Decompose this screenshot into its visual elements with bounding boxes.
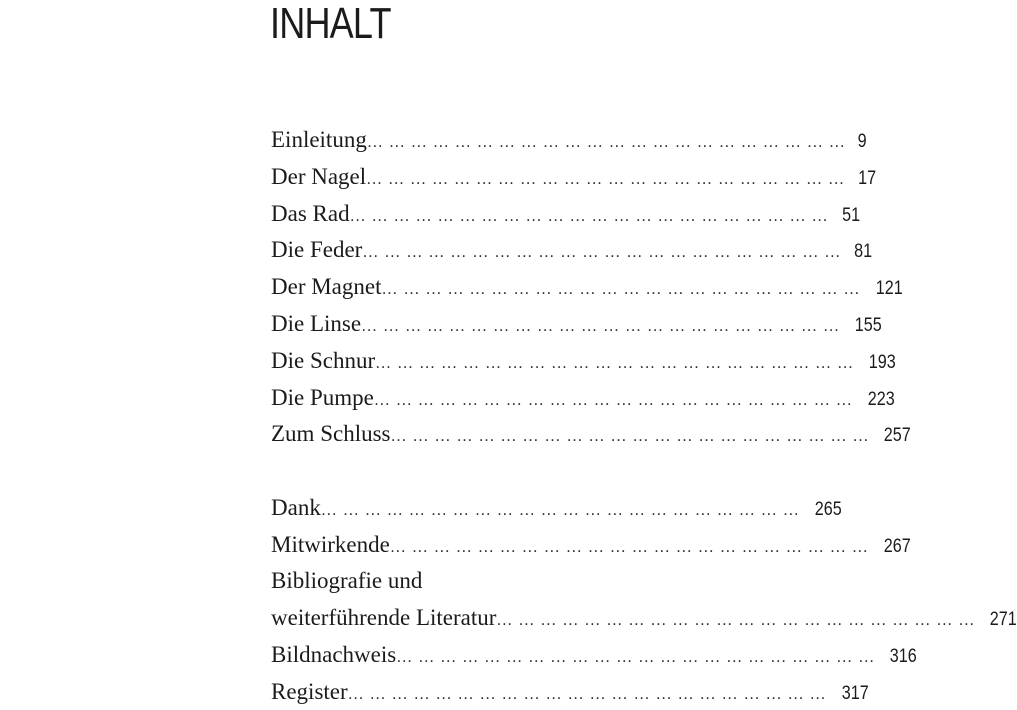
toc-entry-title: Die Linse	[271, 311, 362, 336]
toc-entry-page: 267	[883, 536, 911, 557]
toc-entry-die-linse	[271, 309, 882, 339]
toc-entry-title: Bildnachweis	[271, 642, 397, 667]
toc-entry-bildnachweis	[271, 640, 917, 670]
toc-entry-title: Zum Schluss	[271, 421, 391, 446]
toc-entry-register	[271, 677, 869, 707]
toc-entry-title: Der Magnet	[271, 274, 382, 299]
dot-leader: … … … … … … … … … … … … … … … … … … … … … …	[375, 355, 855, 372]
toc-entry-page: 51	[841, 205, 860, 226]
toc-entry-title: Dank	[271, 495, 321, 520]
dot-leader: … … … … … … … … … … … … … … … … … … … … … …	[361, 318, 841, 335]
toc-entry-title: Einleitung	[271, 127, 367, 152]
toc-entry-zum-schluss	[271, 419, 912, 449]
toc-entry-title: Die Pumpe	[271, 385, 374, 410]
dot-leader: … … … … … … … … … … … … … … … … … … … … … …	[366, 134, 846, 151]
dot-leader: … … … … … … … … … … … … … … … … … … … … … …	[389, 539, 869, 556]
toc-entry-der-magnet	[271, 272, 903, 302]
toc-entry-page: 317	[841, 683, 869, 704]
dot-leader: … … … … … … … … … … … … … … … … … … … … … …	[373, 392, 853, 409]
toc-entry-die-pumpe	[271, 383, 895, 413]
toc-entry-title: Die Feder	[271, 237, 363, 262]
toc-entry-mitwirkende	[271, 530, 911, 560]
dot-leader: … … … … … … … … … … … … … … … … … … … … … …	[381, 281, 861, 298]
toc-entry-page: 17	[858, 168, 877, 189]
toc-entry-title: Der Nagel	[271, 164, 367, 189]
toc-entry-page: 193	[868, 352, 896, 373]
toc-entry-page: 265	[814, 499, 842, 520]
toc-entry-page: 271	[990, 609, 1017, 630]
toc-entry-dank	[271, 493, 842, 523]
dot-leader: … … … … … … … … … … … … … … … … … … … … … …	[362, 244, 842, 261]
dot-leader: … … … … … … … … … … … … … … … … … … … … … …	[320, 502, 800, 519]
toc-entry-title: weiterführende Literatur	[271, 605, 497, 630]
toc-entry-page: 121	[875, 278, 903, 299]
toc-entry-page: 81	[854, 241, 873, 262]
dot-leader: … … … … … … … … … … … … … … … … … … … … … …	[396, 649, 876, 666]
dot-leader: … … … … … … … … … … … … … … … … … … … … … …	[390, 428, 870, 445]
dot-leader: … … … … … … … … … … … … … … … … … … … … … …	[349, 208, 829, 225]
toc-entry-einleitung	[271, 125, 867, 155]
toc-entry-page: 316	[889, 646, 917, 667]
toc-entry-die-feder	[271, 235, 873, 265]
toc-entry-title: Register	[271, 679, 348, 704]
toc-entry-bibliografie-line-1	[271, 566, 613, 596]
page-title: INHALT	[270, 0, 391, 48]
toc-entry-der-nagel	[271, 162, 877, 192]
toc-entry-title: Das Rad	[271, 201, 350, 226]
dot-leader: … … … … … … … … … … … … … … … … … … … … … …	[496, 612, 976, 629]
toc-entry-page: 155	[854, 315, 882, 336]
toc-entry-title: Die Schnur	[271, 348, 376, 373]
toc-entry-das-rad	[271, 199, 860, 229]
dot-leader: … … … … … … … … … … … … … … … … … … … … … …	[366, 171, 846, 188]
toc-entry-page: 9	[857, 131, 867, 152]
toc-entry-title: Mitwirkende	[271, 532, 390, 557]
toc-entry-page: 223	[867, 389, 895, 410]
toc-entry-bibliografie-line-2	[271, 603, 1017, 633]
toc-entry-title: Bibliografie und	[271, 568, 423, 593]
toc-entry-page: 257	[884, 425, 912, 446]
dot-leader: … … … … … … … … … … … … … … … … … … … … … …	[347, 686, 827, 703]
toc-entry-die-schnur	[271, 346, 896, 376]
